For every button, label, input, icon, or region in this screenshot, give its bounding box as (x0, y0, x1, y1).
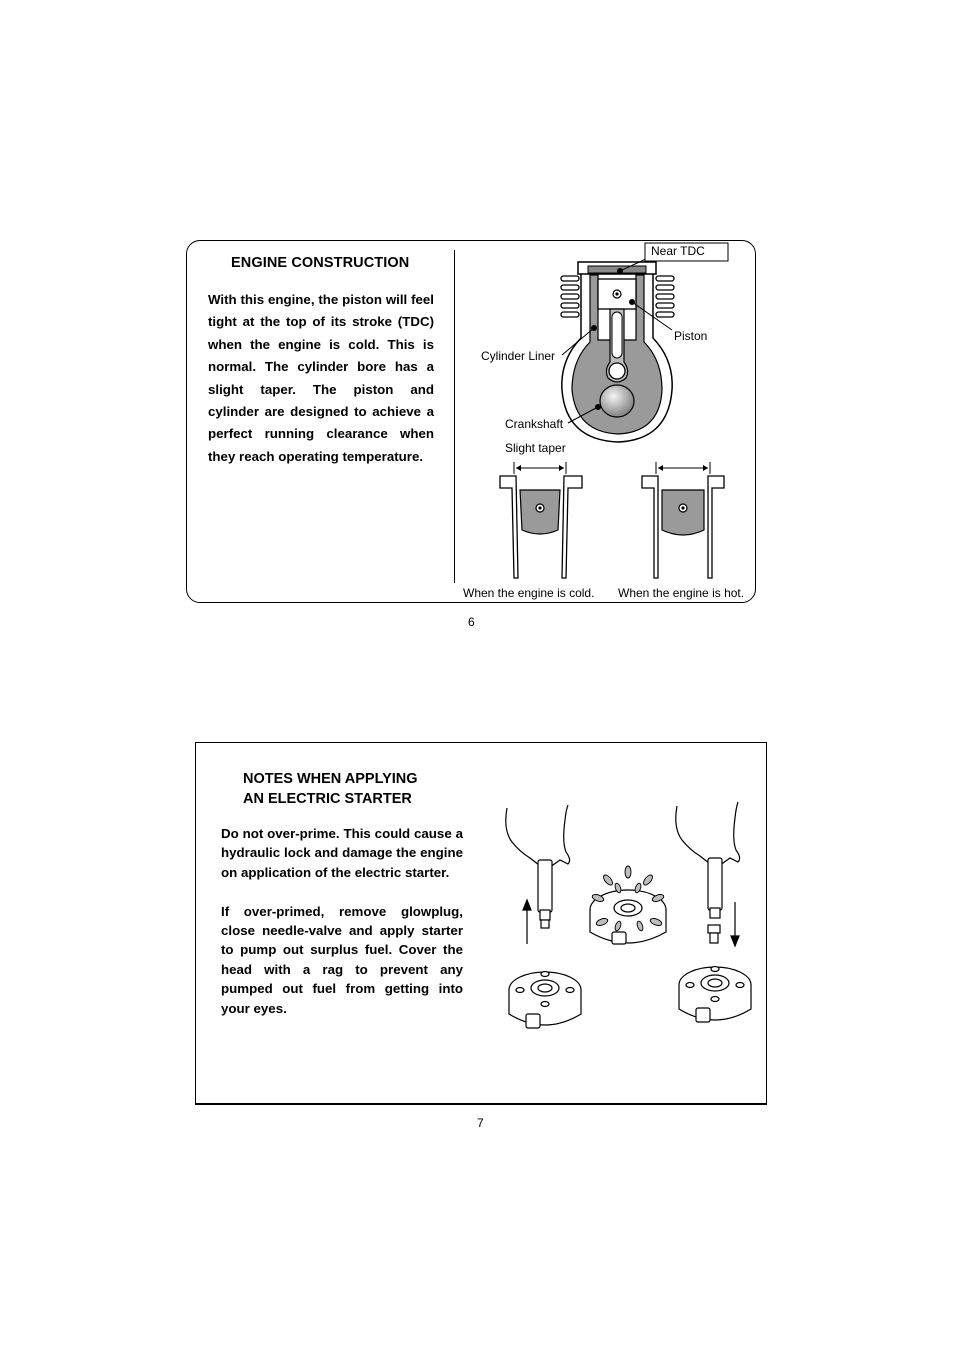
paragraph-2: If over-primed, remove glowplug, close needle-valve and apply starter to pump out surplus fuel. Cover the head with a rag to prevent any pumped out fuel from getting into your eyes. (221, 903, 463, 1016)
engine-diagram (455, 240, 755, 602)
electric-starter-text (221, 824, 463, 1018)
title-line-1: NOTES WHEN APPLYING (243, 771, 418, 787)
cooling-fins-right (656, 276, 674, 317)
right-hand (676, 802, 740, 868)
title-line-2: AN ELECTRIC STARTER (243, 791, 412, 807)
page-number-7: 7 (477, 1116, 484, 1130)
near-tdc-label: Near TDC (651, 244, 705, 258)
engine-construction-text: With this engine, the piston will feel tight at the top of its stroke (TDC) when the engine is cold. This is normal. The cylinder bore has a slight taper. The piston and cylinder are designed to achieve a perfect running clearance when they reach operating temperature. (208, 292, 434, 464)
hot-caption: When the engine is hot. (618, 586, 745, 600)
left-wrench (538, 860, 552, 912)
glowplug-removal-illustration (490, 795, 760, 1045)
electric-starter-title (243, 769, 418, 809)
cylinder-liner-label: Cylinder Liner (481, 349, 556, 363)
cooling-fins-left (561, 276, 579, 317)
right-wrench (708, 858, 722, 910)
crankshaft-label: Crankshaft (505, 417, 564, 431)
cold-caption: When the engine is cold. (463, 586, 595, 600)
glowplug (708, 925, 720, 933)
slight-taper-label: Slight taper (505, 441, 566, 455)
cold-liner-diagram (500, 462, 582, 578)
left-hand (506, 805, 570, 870)
piston-label: Piston (674, 329, 708, 343)
paragraph-1: Do not over-prime. This could cause a hydraulic lock and damage the engine on application of the electric starter. (221, 826, 463, 880)
hot-liner-diagram (642, 462, 724, 578)
crankshaft (600, 385, 634, 417)
engine-construction-title: ENGINE CONSTRUCTION (231, 255, 410, 271)
page-number-6: 6 (468, 615, 475, 629)
